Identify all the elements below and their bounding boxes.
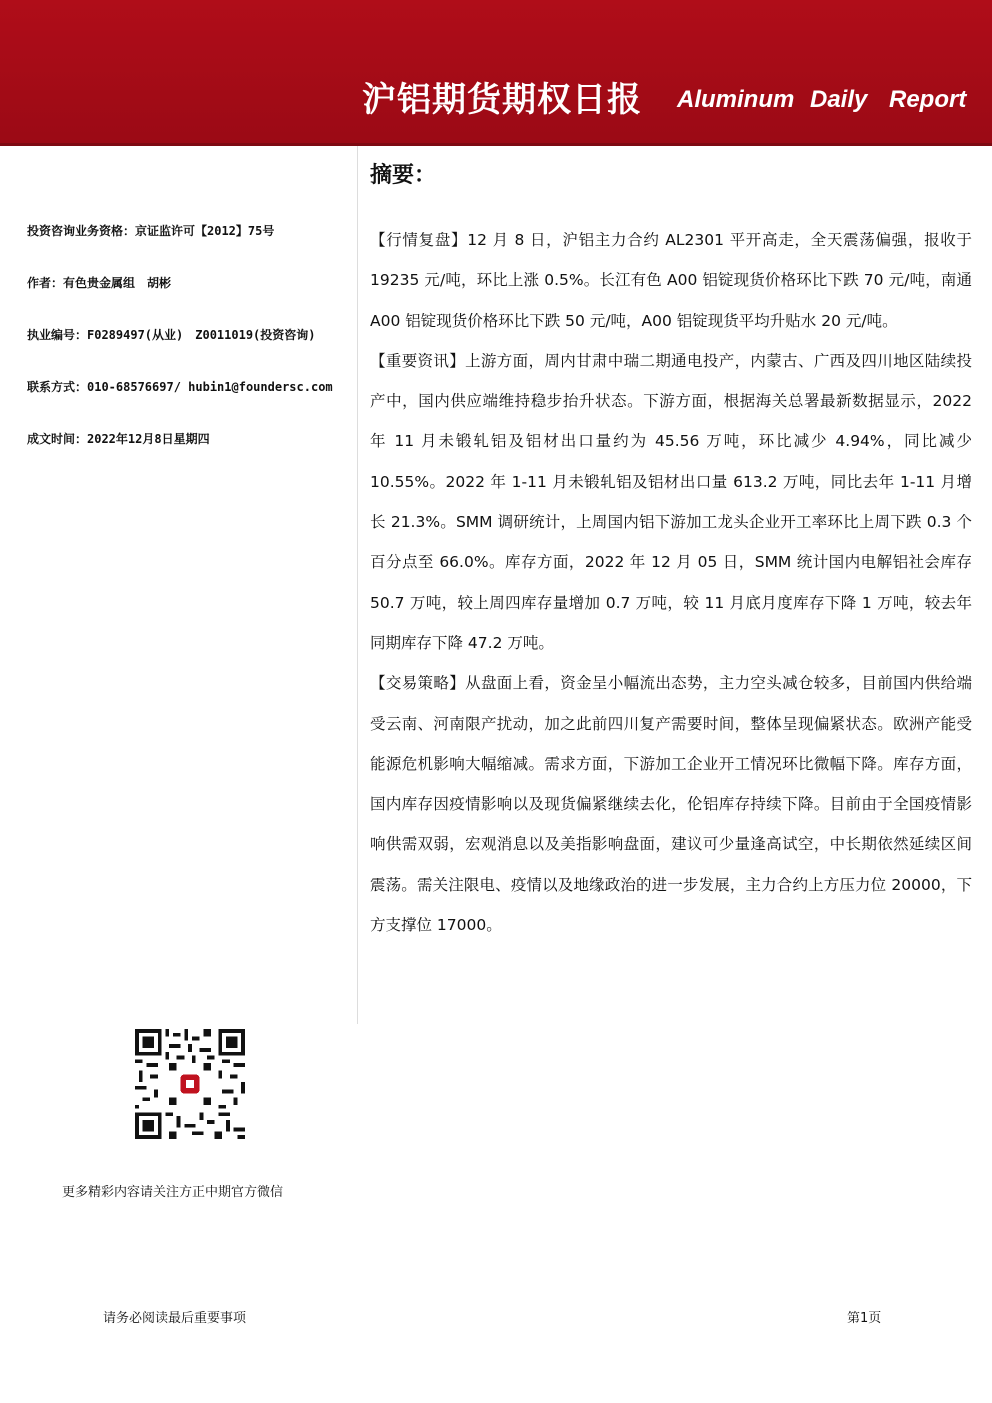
page-number: 第1页 [847,1311,882,1326]
header-underline [0,143,992,146]
date-text: 成文时间：2022年12月8日星期四 [27,432,210,446]
report-title-en-word-3: Report [889,86,967,113]
license-text: 执业编号：F0289497(从业) Z0011019(投资咨询) [27,328,316,342]
report-title-en-word-2: Daily [810,86,868,113]
column-divider [357,146,358,1024]
summary-heading: 摘要： [370,163,437,188]
important-news-paragraph: 【重要资讯】上游方面，周内甘肃中瑞二期通电投产，内蒙古、广西及四川地区陆续投产中，国内供应端维持稳步抬升状态。下游方面，根据海关总署最新数据显示，2022 年 11 月未锻轧铝及铝材出口量约为 45.56 万吨，环比减少 4.94%，同比减少 10.55%。2022 年 1-11 月未锻轧铝及铝材出口量 613.2 万吨，同比去年 1-11 月增长 21.3%。SMM 调研统计，上周国内铝下游加工龙头企业开工率环比上周下跌 0.3 个百分点至 66.0%。库存方面，2022 年 12 月 05 日，SMM 统计国内电解铝社会库存 50.7 万吨，较上周四库存量增加 0.7 万吨，较 11 月底月度库存下降 1 万吨，较去年同期库存下降 47.2 万吨。 [370,351,972,652]
report-title-en-word-1: Aluminum [677,86,795,113]
qualification-text: 投资咨询业务资格：京证监许可【2012】75号 [27,224,275,238]
wechat-qr-code [135,1029,245,1139]
report-title-cn: 沪铝期货期权日报 [362,80,642,120]
summary-content [370,220,972,945]
trading-strategy-paragraph: 【交易策略】从盘面上看，资金呈小幅流出态势，主力空头减仓较多，目前国内供给端受云南、河南限产扰动，加之此前四川复产需要时间，整体呈现偏紧状态。欧洲产能受能源危机影响大幅缩减。需求方面，下游加工企业开工情况环比微幅下降。库存方面，国内库存因疫情影响以及现货偏紧继续去化，伦铝库存持续下降。目前由于全国疫情影响供需双弱，宏观消息以及美指影响盘面，建议可少量逢高试空，中长期依然延续区间震荡。需关注限电、疫情以及地缘政治的进一步发展，主力合约上方压力位 20000，下方支撑位 17000。 [370,674,972,935]
contact-text: 联系方式：010-68576697/ hubin1@foundersc.com [27,380,333,394]
author-text: 作者：有色贵金属组 胡彬 [27,276,172,290]
market-review-paragraph: 【行情复盘】12 月 8 日，沪铝主力合约 AL2301 平开高走，全天震荡偏强，报收于 19235 元/吨，环比上涨 0.5%。长江有色 A00 铝锭现货价格环比下跌 70 元/吨，南通 A00 铝锭现货价格环比下跌 50 元/吨，A00 铝锭现货平均升贴水 20 元/吨。 [370,231,972,330]
qr-caption: 更多精彩内容请关注方正中期官方微信 [62,1185,284,1200]
footer-notice: 请务必阅读最后重要事项 [103,1311,247,1326]
